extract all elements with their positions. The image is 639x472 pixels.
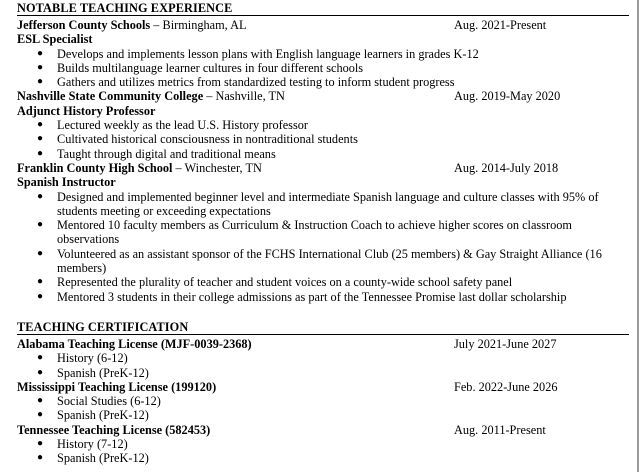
bullet-icon: ● [37,290,44,302]
employer-location: – Birmingham, AL [150,18,247,32]
experience-section [17,1,629,304]
list-item: ● Lectured weekly as the lead U.S. History professor [37,118,308,133]
subjects-list [17,351,629,380]
job-title: Adjunct History Professor [17,103,156,118]
bullet-icon: ● [37,438,44,450]
bullet-icon: ● [37,452,44,464]
list-item: ● Spanish (PreK-12) [37,365,149,380]
bullet-icon: ● [37,247,44,259]
bullet-icon: ● [37,76,44,88]
license-name: Tennessee Teaching License (582453) [17,422,211,437]
bullet-icon: ● [37,147,44,159]
list-item: ● Spanish (PreK-12) [37,451,149,466]
bullet-icon: ● [37,352,44,364]
license-name: Mississippi Teaching License (199120) [17,379,217,394]
list-item: ● History (6-12) [37,351,128,366]
bullet-icon: ● [37,395,44,407]
employer-name: Jefferson County Schools [17,18,151,32]
list-item: ● History (7-12) [37,437,128,452]
subjects-list [17,394,629,423]
bullet-icon: ● [37,61,44,73]
employment-dates: Aug. 2021-Present [454,18,547,32]
certification-section [17,320,629,466]
job-title: ESL Specialist [17,32,93,47]
employer-name: Nashville State Community College [17,89,204,104]
list-item: ● Social Studies (6-12) [37,394,161,409]
bullet-icon: ● [37,47,44,59]
list-item: ● Volunteered as an assistant sponsor of the FCHS International Club (25 members) & Gay Straight Alliance (16 members) [37,246,602,276]
experience-entry-header [17,18,629,32]
experience-entry-header [17,89,629,103]
list-item: ● Spanish (PreK-12) [37,408,149,423]
duties-list [17,190,629,304]
employment-dates: Aug. 2019-May 2020 [454,89,561,104]
license-dates: July 2021-June 2027 [454,337,557,351]
license-entry-header [17,337,629,351]
list-item: ● Taught through digital and traditional means [37,146,276,161]
list-item: ● Represented the plurality of teacher and student voices on a county-wide school safety panel [37,275,513,290]
bullet-icon: ● [37,119,44,131]
certification-heading: TEACHING CERTIFICATION [17,320,629,335]
license-entry-header [17,423,629,437]
experience-heading: NOTABLE TEACHING EXPERIENCE [17,1,629,16]
experience-entry-header [17,161,629,175]
bullet-icon: ● [37,366,44,378]
list-item: ● Designed and implemented beginner level and intermediate Spanish language and culture classes with 95% of students meeting or exceeding expectations [37,189,599,218]
license-dates: Feb. 2022-June 2026 [454,379,558,394]
list-item: ● Mentored 3 students in their college admissions as part of the Tennessee Promise last dollar scholarship [37,289,567,304]
bullet-icon: ● [37,276,44,288]
employer-location: – Winchester, TN [172,160,262,175]
license-entry-header [17,380,629,394]
job-title: Spanish Instructor [17,175,116,190]
employment-dates: Aug. 2014-July 2018 [454,160,559,175]
subjects-list [17,437,629,466]
bullet-icon: ● [37,409,44,421]
bullet-icon: ● [37,190,44,202]
duties-list [17,118,629,161]
bullet-icon: ● [37,133,44,145]
license-name: Alabama Teaching License (MJF-0039-2368) [17,337,252,351]
bullet-icon: ● [37,219,44,231]
list-item: ● Develops and implements lesson plans with English language learners in grades K-12 [37,46,479,61]
license-dates: Aug. 2011-Present [454,422,546,437]
list-item: ● Mentored 10 faculty members as Curriculum & Instruction Coach to achieve higher scores on classroom observations [37,218,572,247]
employer-name: Franklin County High School [17,160,173,175]
list-item: ● Gathers and utilizes metrics from standardized testing to inform student progress [37,75,455,90]
list-item: ● Cultivated historical consciousness in nontraditional students [37,132,358,147]
employer-location: – Nashville, TN [203,89,285,104]
list-item: ● Builds multilanguage learner cultures in four different schools [37,60,364,75]
duties-list [17,47,629,90]
